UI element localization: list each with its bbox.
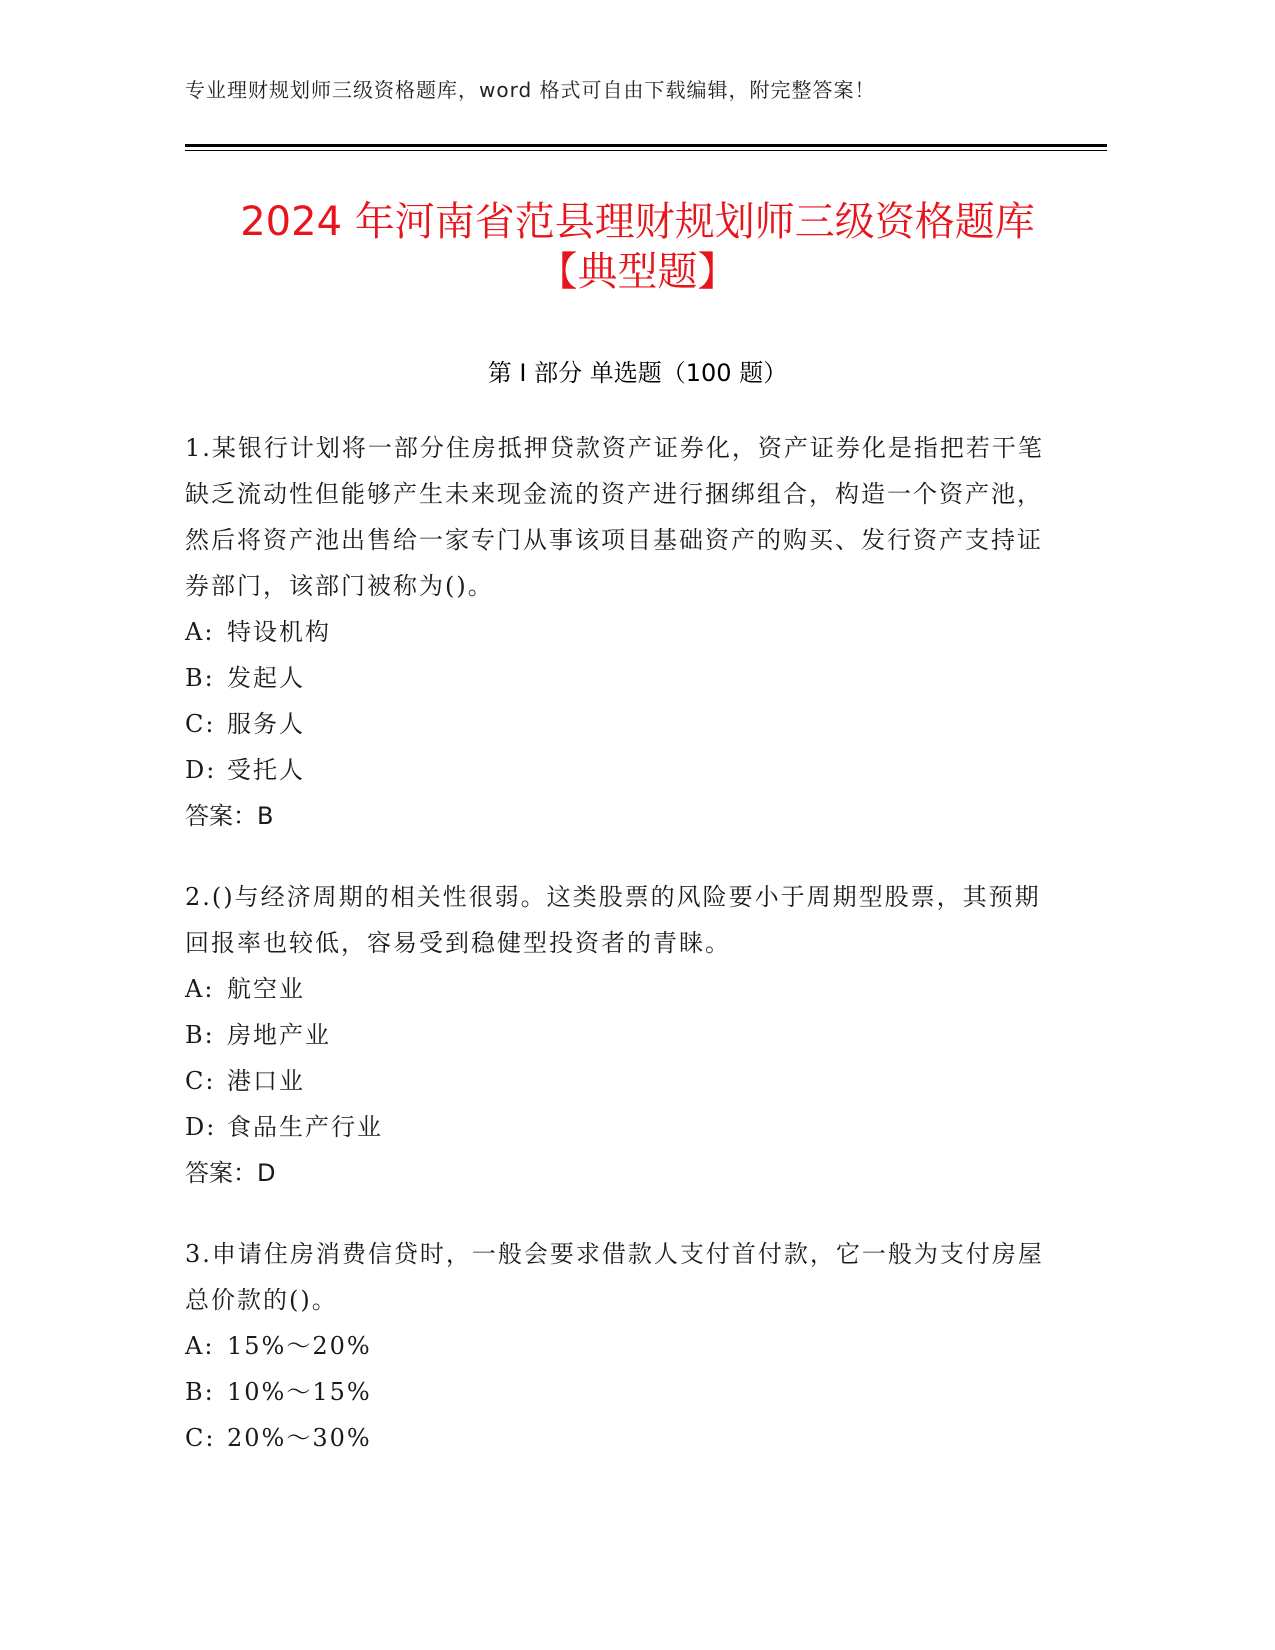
answer-line: 答案：D bbox=[185, 1159, 276, 1187]
option-b bbox=[185, 1369, 1065, 1415]
option-key: C: bbox=[185, 1067, 216, 1095]
option-key: B: bbox=[185, 1021, 215, 1049]
header-divider-thin bbox=[185, 150, 1107, 151]
question-3 bbox=[185, 1231, 1065, 1461]
option-a bbox=[185, 966, 1065, 1012]
header-note: 专业理财规划师三级资格题库，word 格式可自由下载编辑，附完整答案！ bbox=[185, 78, 876, 102]
option-text: 发起人 bbox=[227, 664, 305, 692]
answer-line: 答案：B bbox=[185, 802, 274, 830]
option-key: B: bbox=[185, 664, 215, 692]
header-divider-thick bbox=[185, 144, 1107, 147]
option-a bbox=[185, 609, 1065, 655]
option-key: D: bbox=[185, 756, 217, 784]
option-text: 10%～15% bbox=[227, 1378, 372, 1406]
question-stem: 2.()与经济周期的相关性很弱。这类股票的风险要小于周期型股票，其预期回报率也较低，容易受到稳健型投资者的青睐。 bbox=[185, 883, 1041, 957]
option-text: 港口业 bbox=[227, 1067, 305, 1095]
option-text: 受托人 bbox=[227, 756, 305, 784]
section-heading: 第 I 部分 单选题（100 题） bbox=[487, 359, 788, 387]
option-text: 20%～30% bbox=[227, 1424, 372, 1452]
document-title bbox=[150, 197, 1125, 297]
option-key: C: bbox=[185, 710, 216, 738]
option-d bbox=[185, 747, 1065, 793]
option-key: D: bbox=[185, 1113, 217, 1141]
option-key: C: bbox=[185, 1424, 216, 1452]
option-key: B: bbox=[185, 1378, 215, 1406]
option-c bbox=[185, 1058, 1065, 1104]
title-line-2: 【典型题】 bbox=[537, 249, 738, 295]
option-c bbox=[185, 701, 1065, 747]
option-key: A: bbox=[185, 1332, 215, 1360]
option-text: 特设机构 bbox=[227, 618, 331, 646]
question-stem: 1.某银行计划将一部分住房抵押贷款资产证券化，资产证券化是指把若干笔缺乏流动性但能够产生未来现金流的资产进行捆绑组合，构造一个资产池，然后将资产池出售给一家专门从事该项目基础资产的购买、发行资产支持证券部门，该部门被称为()。 bbox=[185, 434, 1044, 600]
title-line-1: 2024 年河南省范县理财规划师三级资格题库 bbox=[240, 199, 1035, 245]
question-stem: 3.申请住房消费信贷时，一般会要求借款人支付首付款，它一般为支付房屋总价款的()。 bbox=[185, 1240, 1044, 1314]
option-text: 15%～20% bbox=[227, 1332, 372, 1360]
option-b bbox=[185, 655, 1065, 701]
option-key: A: bbox=[185, 975, 215, 1003]
question-1 bbox=[185, 425, 1065, 839]
question-list bbox=[185, 425, 1065, 1496]
option-text: 服务人 bbox=[227, 710, 305, 738]
option-c bbox=[185, 1415, 1065, 1461]
option-text: 房地产业 bbox=[227, 1021, 331, 1049]
question-2 bbox=[185, 874, 1065, 1196]
option-a bbox=[185, 1323, 1065, 1369]
option-text: 食品生产行业 bbox=[227, 1113, 383, 1141]
option-text: 航空业 bbox=[227, 975, 305, 1003]
option-d bbox=[185, 1104, 1065, 1150]
option-b bbox=[185, 1012, 1065, 1058]
option-key: A: bbox=[185, 618, 215, 646]
